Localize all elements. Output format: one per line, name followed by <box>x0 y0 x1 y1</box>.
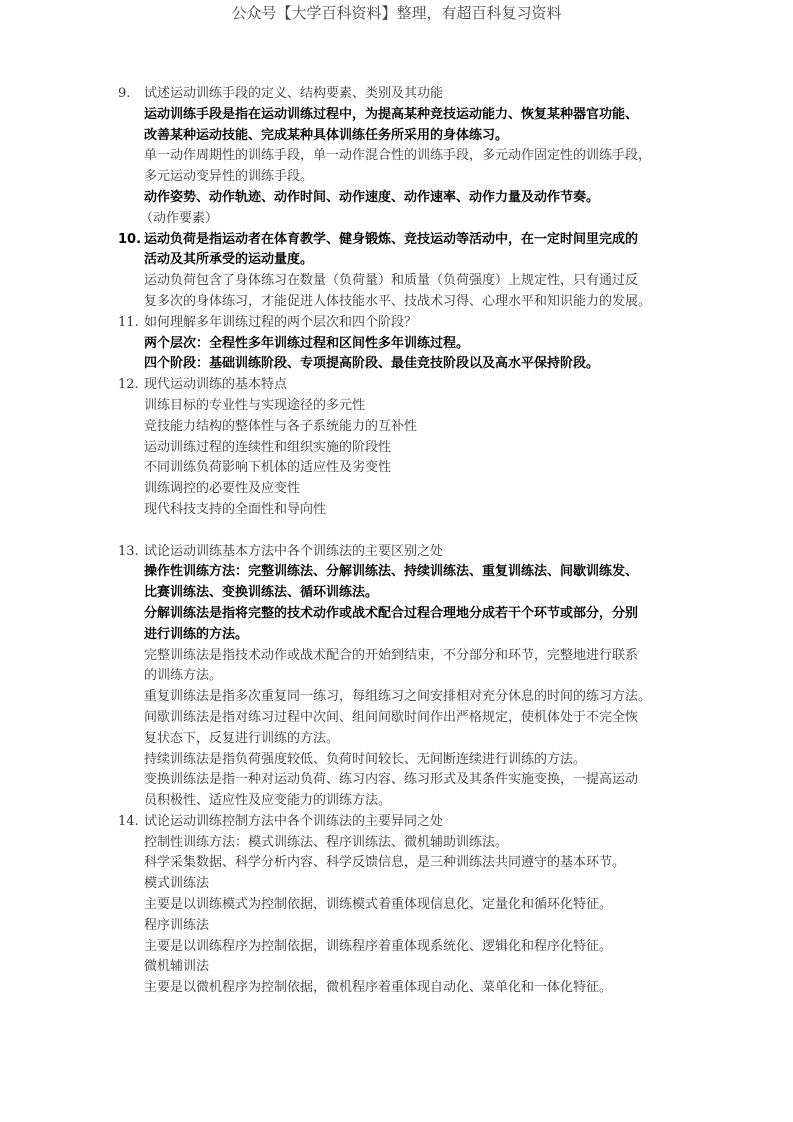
answer-line: 运动训练手段是指在运动训练过程中，为提高某种竞技运动能力、恢复某种器官功能、 <box>144 106 639 122</box>
answer-line: 员积极性、适应性及应变能力的训练方法。 <box>144 793 392 809</box>
answer-line: 单一动作周期性的训练手段，单一动作混合性的训练手段，多元动作固定性的训练手段， <box>144 148 652 164</box>
answer-line: 模式训练法 <box>144 876 210 892</box>
question-number: 13. <box>118 543 139 559</box>
answer-line: 主要是以训练模式为控制依据，训练模式着重体现信息化、定量化和循环化特征。 <box>144 897 613 913</box>
answer-line: 动作姿势、动作轨迹、动作时间、动作速度、动作速率、动作力量及动作节奏。 <box>144 189 600 205</box>
answer-line: 现代科技支持的全面性和导向性 <box>144 501 327 517</box>
answer-line: 训练调控的必要性及应变性 <box>144 481 301 497</box>
answer-line: 科学采集数据、科学分析内容、科学反馈信息，是三种训练法共同遵守的基本环节。 <box>144 855 626 871</box>
answer-line: 持续训练法是指负荷强度较低、负荷时间较长、无间断连续进行训练的方法。 <box>144 751 587 767</box>
answer-line: 四个阶段：基础训练阶段、专项提高阶段、最佳竞技阶段以及高水平保持阶段。 <box>144 356 600 372</box>
answer-line: 程序训练法 <box>144 917 210 933</box>
answer-line: 比赛训练法、变换训练法、循环训练法。 <box>144 585 379 601</box>
answer-line: 运动训练过程的连续性和组织实施的阶段性 <box>144 439 392 455</box>
question-number: 14. <box>118 813 139 829</box>
question-number: 12. <box>118 377 139 393</box>
answer-line: （动作要素） <box>140 210 219 226</box>
blank-line <box>118 521 693 542</box>
answer-line: 主要是以微机程序为控制依据，微机程序着重体现自动化、菜单化和一体化特征。 <box>144 980 613 996</box>
answer-line: 竞技能力结构的整体性与各子系统能力的互补性 <box>144 418 418 434</box>
document-body <box>118 84 693 999</box>
answer-line: 间歇训练法是指对练习过程中次间、组间间歇时间作出严格规定，使机体处于不完全恢 <box>144 709 639 725</box>
answer-line: 完整训练法是指技术动作或战术配合的开始到结束，不分部分和环节，完整地进行联系 <box>144 647 639 663</box>
answer-line: 活动及其所承受的运动量度。 <box>144 252 314 268</box>
answer-line: 复多次的身体练习，才能促进人体技能水平、技战术习得、心理水平和知识能力的发展。 <box>144 293 652 309</box>
answer-line: 重复训练法是指多次重复同一练习，每组练习之间安排相对充分休息的时间的练习方法。 <box>144 689 652 705</box>
answer-line: 变换训练法是指一种对运动负荷、练习内容、练习形式及其条件实施变换，一提高运动 <box>144 772 639 788</box>
answer-line: 的训练方法。 <box>144 668 223 684</box>
answer-line: 两个层次：全程性多年训练过程和区间性多年训练过程。 <box>144 335 470 351</box>
answer-line: 运动负荷包含了身体练习在数量（负荷量）和质量（负荷强度）上规定性，只有通过反 <box>144 273 639 289</box>
answer-line: 复状态下，反复进行训练的方法。 <box>144 730 340 746</box>
answer-line: 不同训练负荷影响下机体的适应性及劣变性 <box>144 460 392 476</box>
page-header: 公众号【大学百科资料】整理，有超百科复习资料 <box>231 4 562 22</box>
answer-line: 操作性训练方法：完整训练法、分解训练法、持续训练法、重复训练法、间歇训练发、 <box>144 564 639 580</box>
answer-line: 微机辅训法 <box>144 959 210 975</box>
question-number: 9. <box>118 86 131 101</box>
answer-line: 训练目标的专业性与实现途径的多元性 <box>144 397 366 413</box>
question-10-title: 10. 运动负荷是指运动者在体育教学、健身锻炼、竞技运动等活动中，在一定时间里完成的 <box>118 230 693 251</box>
question-14-title: 14. 试论运动训练控制方法中各个训练法的主要异同之处 <box>118 812 693 833</box>
answer-line: 控制性训练方法：模式训练法、程序训练法、微机辅助训练法。 <box>144 834 509 850</box>
answer-line: 主要是以训练程序为控制依据，训练程序着重体现系统化、逻辑化和程序化特征。 <box>144 938 613 954</box>
answer-line: 改善某种运动技能、完成某种具体训练任务所采用的身体练习。 <box>144 127 509 143</box>
answer-line: 进行训练的方法。 <box>144 626 249 642</box>
question-13-title: 13. 试论运动训练基本方法中各个训练法的主要区别之处 <box>118 542 693 563</box>
answer-line: 多元运动变异性的训练手段。 <box>144 169 314 185</box>
question-9-title: 9. 试述运动训练手段的定义、结构要素、类别及其功能 <box>118 84 693 105</box>
question-11-title: 11. 如何理解多年训练过程的两个层次和四个阶段？ <box>118 313 693 334</box>
question-number: 10. <box>118 231 142 247</box>
answer-line: 分解训练法是指将完整的技术动作或战术配合过程合理地分成若干个环节或部分，分别 <box>144 605 639 621</box>
question-12-title: 12. 现代运动训练的基本特点 <box>118 375 693 396</box>
question-number: 11. <box>118 314 139 330</box>
